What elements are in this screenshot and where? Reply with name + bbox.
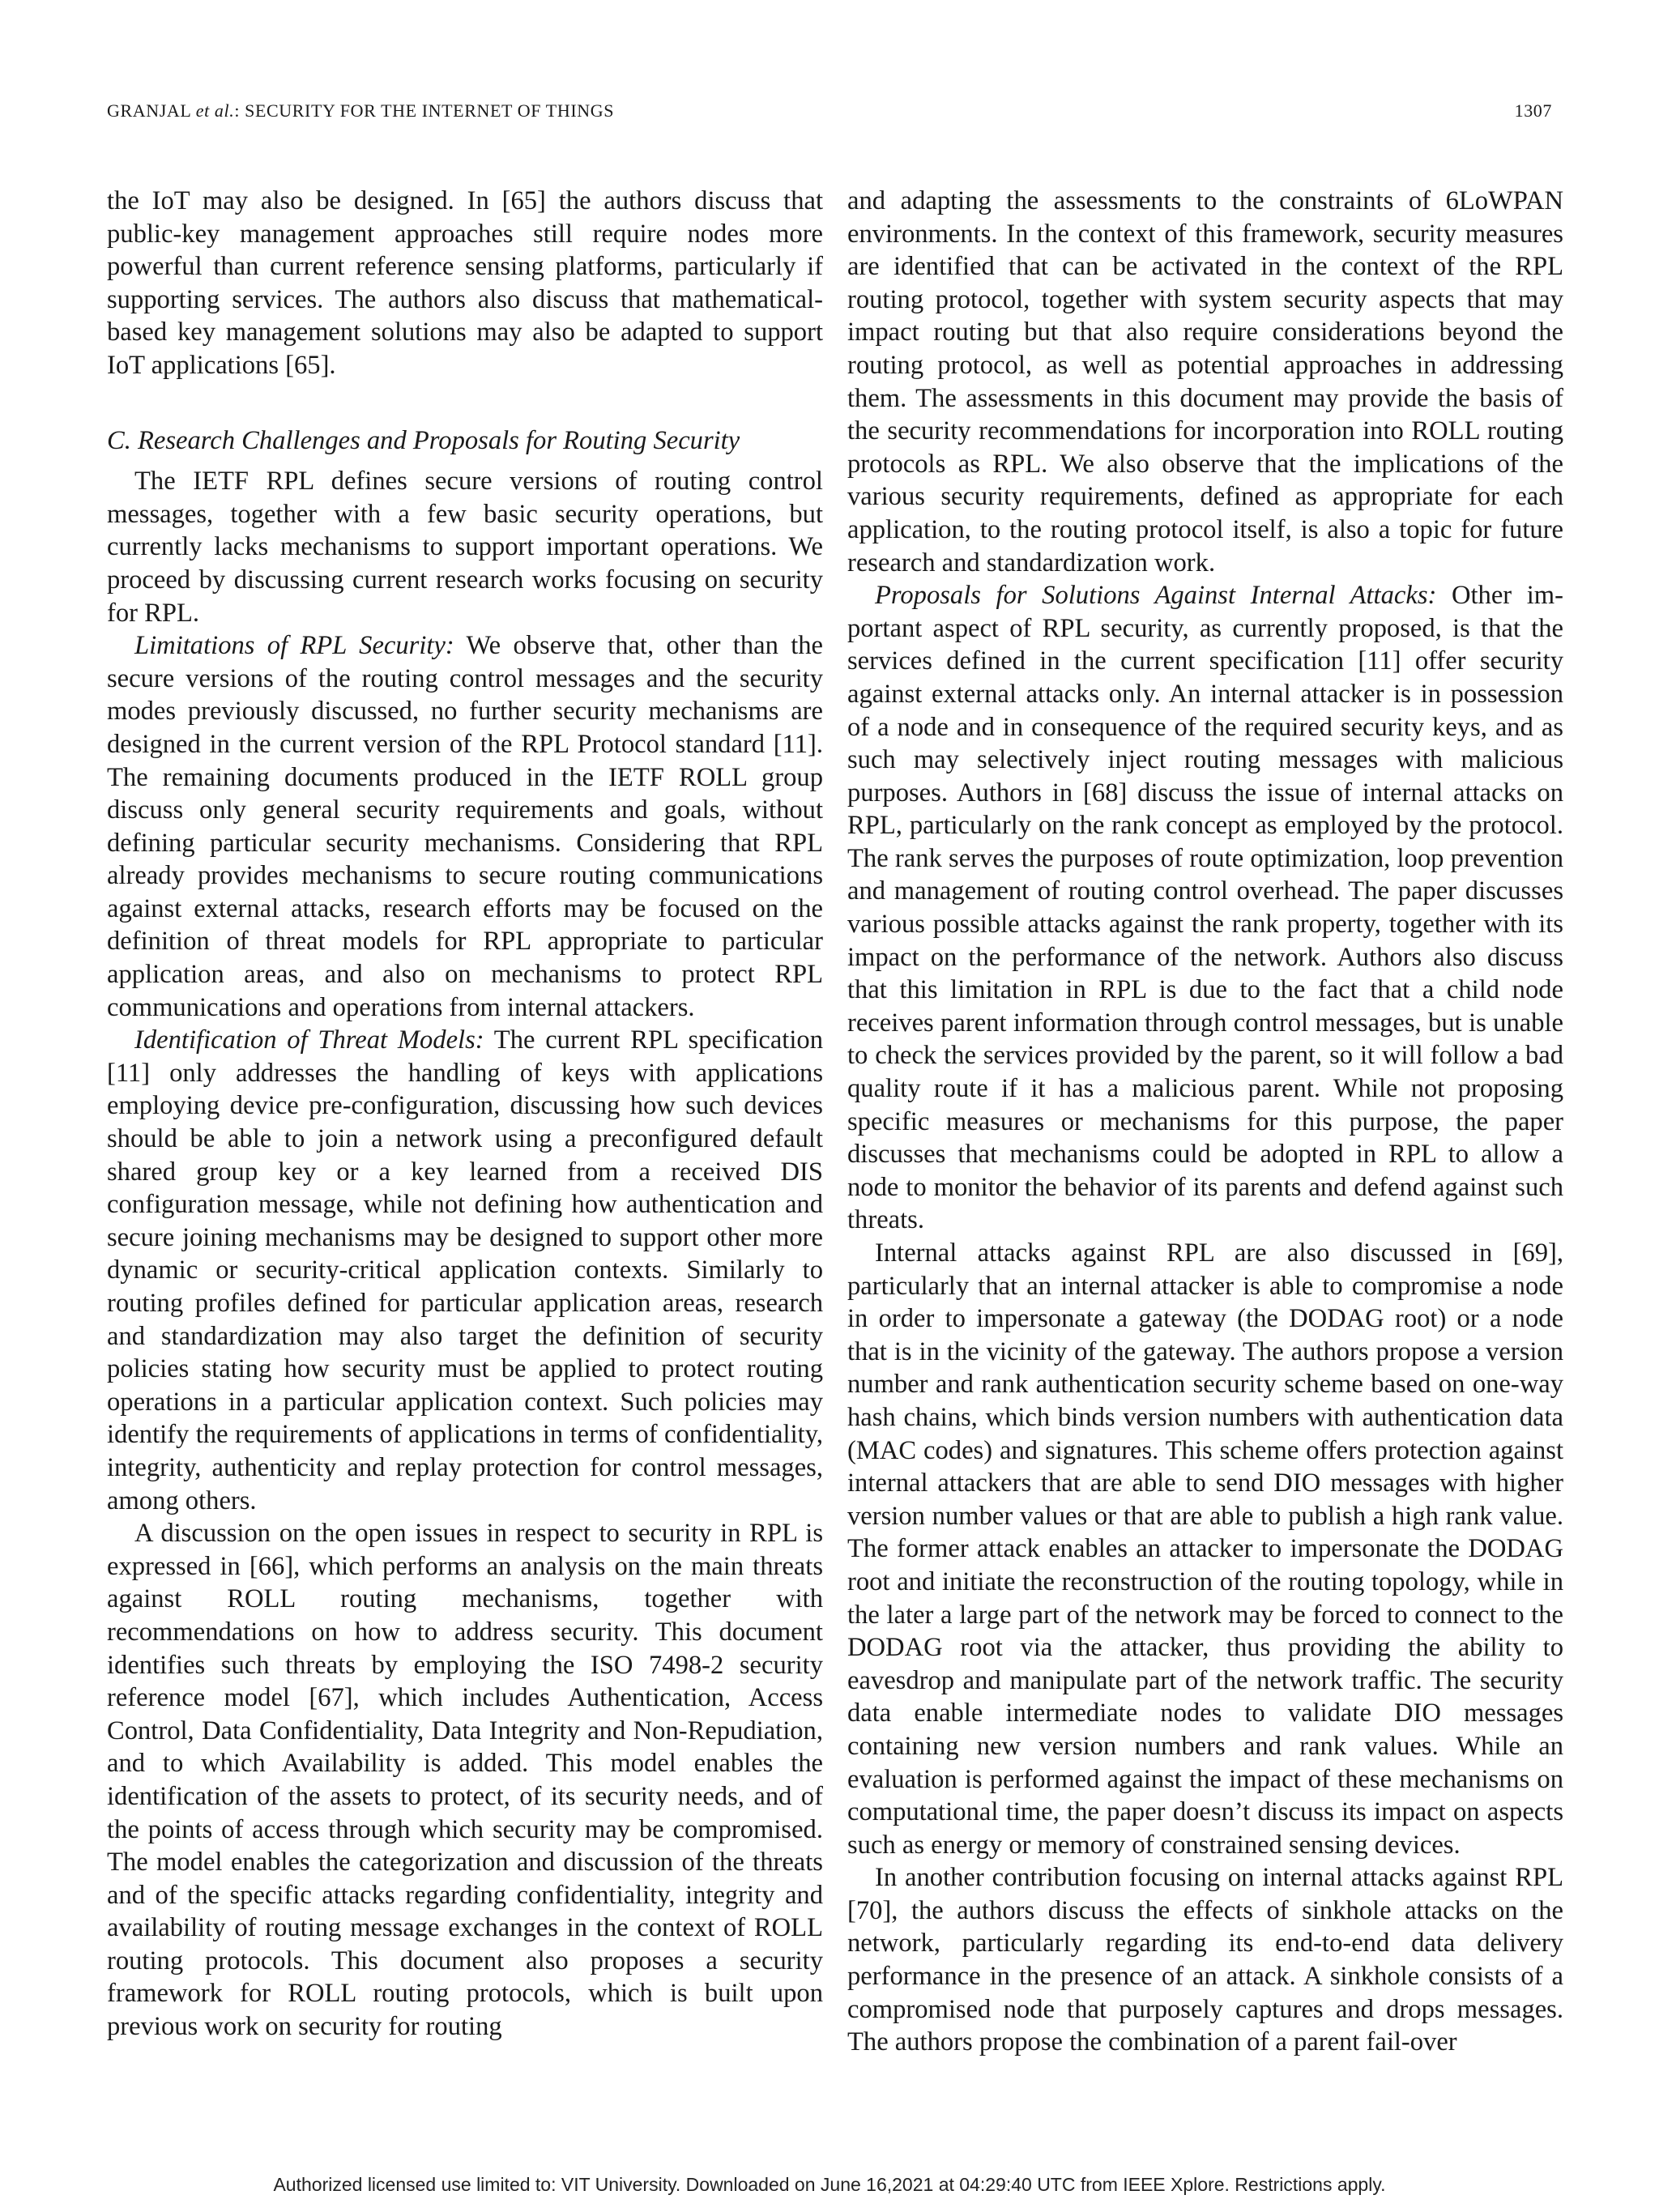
paragraph: and adapting the assessments to the constraints of 6LoWPAN environments. In the context of this framework, security measures are identified that can be activated in the context of the RPL routing protocol, together with system security aspects that may impact routing but that also require considerations beyond the routing protocol, as well as potential approaches in addressing them. The assessments in this document may provide the basis of the security recommendations for incorporation into ROLL routing protocols as RPL. We also observe that the implications of the various security requirements, defined as appropriate for each application, to the routing protocol itself, is also a topic for future research and standardization work.: [847, 186, 1563, 578]
paragraph: The IETF RPL defines secure versions of routing control messages, together with a few basic security operations, but currently lacks mechanisms to support important operations. We proceed by discussing current research works focusing on security for RPL.: [107, 467, 823, 628]
paragraph: Proposals for Solutions Against Internal Attacks: Other important aspect of RPL security, as currently proposed, is that the services defined in the current specification [11] offer security against external attacks only. An internal attacker is in possession of a node and in consequence of the required security keys, and as such may selectively inject routing messages with malicious purposes. Authors in [68] discuss the issue of internal attacks on RPL, particularly on the rank concept as employed by the protocol. The rank serves the purposes of route optimization, loop prevention and management of routing control overhead. The paper discusses various possible attacks against the rank property, together with its impact on the performance of the network. Authors also discuss that this limitation in RPL is due to the fact that a child node receives parent information through control messages, but is unable to check the services provided by the parent, so it will follow a bad quality route if it has a malicious parent. While not proposing specific measures or mechanisms for this purpose, the paper discusses that mechanisms could be adopted in RPL to allow a node to monitor the behavior of its parents and defend against such threats.: [847, 581, 1564, 1235]
runin-heading: Proposals for Solutions Against Internal Attacks:: [875, 581, 1437, 611]
right-column: [847, 185, 1563, 2059]
runin-heading: Limitations of RPL Security:: [134, 631, 454, 661]
runin-heading: Identification of Threat Models:: [134, 1025, 484, 1055]
page-number: 1307: [1514, 100, 1552, 121]
running-head-title: GRANJAL et al.: SECURITY FOR THE INTERNET OF THINGS: [107, 100, 615, 121]
paragraph: Identification of Threat Models: The current RPL specification [11] only addresses the handling of keys with applications employing device pre-configuration, discussing how such devices should be able to join a network using a preconfigured default shared group key or a key learned from a received DIS configuration message, while not defining how authentication and secure joining mechanisms may be designed to support other more dynamic or security-critical application contexts. Similarly to routing profiles defined for particular application areas, research and standardization may also target the definition of security policies stating how security must be applied to protect routing operations in a particular application context. Such policies may identify the requirements of applications in terms of confidentiality, integrity, authenticity and replay protection for control messages, among others.: [107, 1025, 823, 1515]
running-head: [107, 100, 1552, 121]
license-footer: Authorized licensed use limited to: VIT University. Downloaded on June 16,2021 at 04:29:40 UTC from IEEE Xplore. Restrictions apply.: [273, 2174, 1386, 2195]
left-column: [107, 185, 823, 2044]
paragraph: Internal attacks against RPL are also discussed in [69], particularly that an internal attacker is able to compromise a node in order to impersonate a gateway (the DODAG root) or a node that is in the vicinity of the gateway. The authors propose a version number and rank authentication security scheme based on one-way hash chains, which binds version numbers with authentication data (MAC codes) and signatures. This scheme offers protection against internal attackers that are able to send DIO messages with higher version number values or that are able to publish a high rank value. The former attack enables an attacker to impersonate the DODAG root and initiate the reconstruction of the routing topology, while in the later a large part of the network may be forced to connect to the DODAG root via the attacker, thus providing the ability to eavesdrop and manipulate part of the network traffic. The security data enable intermediate nodes to validate DIO messages containing new version numbers and rank values. While an evaluation is performed against the impact of these mechanisms on computational time, the paper doesn’t discuss its impact on aspects such as energy or memory of constrained sensing devices.: [847, 1238, 1563, 1860]
paragraph: A discussion on the open issues in respect to security in RPL is expressed in [66], which performs an analysis on the main threats against ROLL routing mechanisms, together with recommendations on how to address security. This document identifies such threats by employing the ISO 7498-2 security reference model [67], which includes Authentication, Access Control, Data Confidentiality, Data Integrity and Non-Repudiation, and to which Availability is added. This model enables the identification of the assets to protect, of its security needs, and of the points of access through which security may be compromised. The model enables the categorization and discussion of the threats and of the specific attacks regarding confidentiality, integrity and availability of routing message exchanges in the context of ROLL routing protocols. This document also proposes a security framework for ROLL routing protocols, which is built upon previous work on security for routing: [107, 1519, 823, 2042]
paragraph: the IoT may also be designed. In [65] the authors discuss that public-key management approaches still require nodes more powerful than current reference sensing platforms, particularly if supporting services. The authors also discuss that mathematical-based key management solutions may also be adapted to support IoT applications [65].: [107, 186, 823, 380]
paragraph: In another contribution focusing on internal attacks against RPL [70], the authors discuss the effects of sinkhole attacks on the network, particularly regarding its end-to-end data delivery performance in the presence of an attack. A sinkhole consists of a compromised node that purposely captures and drops messages. The authors propose the combination of a parent fail-over: [847, 1863, 1563, 2057]
section-heading: C. Research Challenges and Proposals for Routing Security: [107, 425, 740, 455]
paragraph: Limitations of RPL Security: We observe that, other than the secure versions of the routing control messages and the security modes previously discussed, no further security mechanisms are designed in the current version of the RPL Protocol standard [11]. The remaining documents produced in the IETF ROLL group discuss only general security requirements and goals, without defining particular security mechanisms. Considering that RPL already provides mechanisms to secure routing communications against external attacks, research efforts may be focused on the definition of threat models for RPL appropriate to particular application areas, and also on mechanisms to protect RPL communications and operations from internal attackers.: [107, 631, 824, 1022]
